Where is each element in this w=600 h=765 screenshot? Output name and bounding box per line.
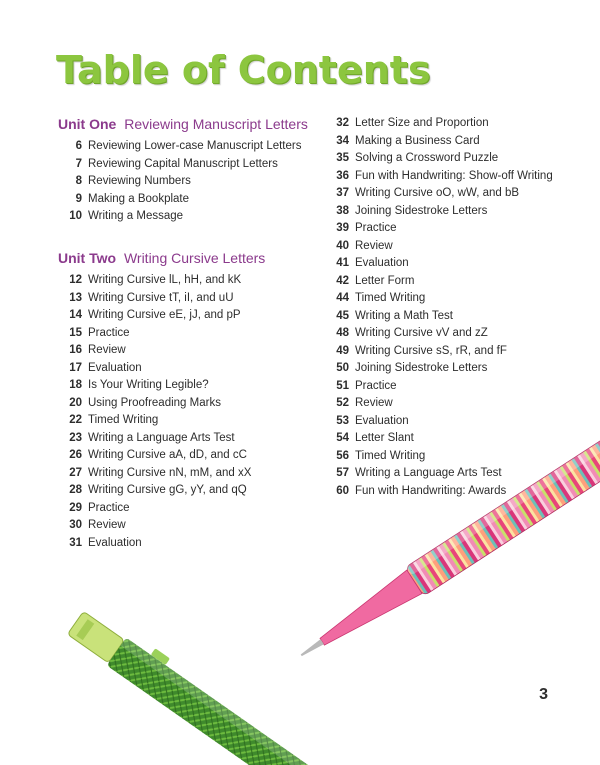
toc-entry xyxy=(58,466,313,480)
toc-entry xyxy=(325,151,585,165)
toc-entry xyxy=(58,174,313,188)
toc-entry-title: Making a Bookplate xyxy=(88,192,190,205)
toc-entry xyxy=(58,291,313,305)
toc-entry xyxy=(58,431,313,445)
toc-entry-title: Writing a Language Arts Test xyxy=(88,431,235,444)
page-title: Table of Contents xyxy=(56,48,431,92)
toc-entry xyxy=(58,209,313,223)
toc-page-number: 26 xyxy=(69,449,82,461)
toc-page-number: 60 xyxy=(336,484,349,497)
toc-page-number: 54 xyxy=(336,432,349,444)
toc-entry-title: Writing Cursive aA, dD, and cC xyxy=(88,449,247,461)
unit-one-heading xyxy=(58,115,313,133)
toc-page-number: 6 xyxy=(75,140,82,152)
toc-page-number: 22 xyxy=(69,414,82,426)
toc-entry-title: Practice xyxy=(88,326,130,339)
toc-page-number: 31 xyxy=(69,536,82,549)
toc-entry xyxy=(325,466,585,480)
unit-two-name: Writing Cursive Letters xyxy=(123,250,266,266)
toc-entry xyxy=(325,221,585,235)
toc-page-number: 45 xyxy=(336,309,349,322)
toc-page-number: 37 xyxy=(336,187,349,199)
unit-two-label: Unit Two xyxy=(58,250,117,266)
toc-entry xyxy=(325,116,585,130)
toc-page-number: 57 xyxy=(336,467,349,479)
toc-page-number: 50 xyxy=(336,362,349,374)
unit-two-heading xyxy=(58,249,313,267)
toc-entry xyxy=(58,139,313,153)
toc-entry xyxy=(325,204,585,218)
toc-page-number: 51 xyxy=(336,379,349,392)
toc-page-number: 29 xyxy=(69,501,82,514)
toc-entry xyxy=(325,239,585,253)
toc-entry xyxy=(325,274,585,288)
toc-entry xyxy=(58,413,313,427)
toc-entry-title: Fun with Handwriting: Awards xyxy=(355,484,507,497)
toc-page-number: 42 xyxy=(336,274,349,287)
toc-entry-title: Review xyxy=(355,397,393,409)
toc-page-number: 23 xyxy=(69,431,82,444)
toc-entry-title: Timed Writing xyxy=(355,449,426,462)
toc-entry-title: Letter Size and Proportion xyxy=(355,117,489,129)
toc-entry xyxy=(58,361,313,375)
toc-page-number: 35 xyxy=(336,152,349,164)
unit-one-name: Reviewing Manuscript Letters xyxy=(124,116,308,132)
right-column-entries xyxy=(325,116,585,498)
toc-entry xyxy=(58,501,313,515)
toc-entry xyxy=(325,396,585,410)
toc-entry-title: Reviewing Capital Manuscript Letters xyxy=(88,157,278,170)
toc-entry xyxy=(58,396,313,410)
toc-page-number: 15 xyxy=(69,326,82,339)
toc-entry xyxy=(58,192,313,206)
toc-page-number: 52 xyxy=(336,397,349,409)
toc-entry-title: Timed Writing xyxy=(88,414,159,426)
toc-entry-title: Review xyxy=(88,344,126,356)
toc-entry xyxy=(325,431,585,445)
toc-entry xyxy=(58,536,313,550)
toc-entry-title: Reviewing Numbers xyxy=(88,175,191,187)
toc-entry xyxy=(325,379,585,393)
toc-page-number: 32 xyxy=(336,117,349,129)
toc-entry xyxy=(325,134,585,148)
toc-page-number: 39 xyxy=(336,222,349,234)
toc-entry-title: Letter Form xyxy=(355,274,415,287)
toc-entry xyxy=(58,308,313,322)
toc-page-number: 56 xyxy=(336,449,349,462)
toc-page-number: 49 xyxy=(336,344,349,357)
toc-entry-title: Writing a Language Arts Test xyxy=(355,467,502,479)
toc-entry-title: Writing Cursive nN, mM, and xX xyxy=(88,466,252,479)
toc-entry xyxy=(325,291,585,305)
toc-page-number: 27 xyxy=(69,466,82,479)
toc-page-number: 9 xyxy=(75,192,82,205)
toc-entry xyxy=(58,378,313,392)
toc-entry xyxy=(58,448,313,462)
toc-entry xyxy=(325,414,585,428)
toc-page-number: 17 xyxy=(69,361,82,374)
unit-two-entries xyxy=(58,273,313,550)
toc-page-number: 30 xyxy=(69,519,82,531)
toc-page-number: 44 xyxy=(336,292,349,304)
toc-page-number: 20 xyxy=(69,396,82,409)
toc-entry-title: Joining Sidestroke Letters xyxy=(355,204,488,217)
toc-entry xyxy=(325,256,585,270)
toc-entry xyxy=(325,326,585,340)
toc-page-number: 28 xyxy=(69,484,82,496)
toc-page-number: 18 xyxy=(69,379,82,391)
toc-entry-title: Review xyxy=(88,519,126,531)
toc-entry-title: Timed Writing xyxy=(355,292,426,304)
toc-page-number: 41 xyxy=(336,257,349,269)
toc-entry xyxy=(325,344,585,358)
toc-page-number: 36 xyxy=(336,169,349,182)
toc-entry-title: Solving a Crossword Puzzle xyxy=(355,152,499,164)
toc-entry-title: Is Your Writing Legible? xyxy=(88,379,209,391)
toc-page-number: 48 xyxy=(336,327,349,339)
toc-entry xyxy=(58,273,313,287)
toc-page-number: 13 xyxy=(69,291,82,304)
toc-entry xyxy=(58,326,313,340)
toc-entry-title: Writing Cursive lL, hH, and kK xyxy=(88,274,242,286)
toc-entry xyxy=(58,157,313,171)
unit-one-entries xyxy=(58,139,313,223)
toc-entry xyxy=(325,361,585,375)
toc-page-number: 16 xyxy=(69,344,82,356)
toc-entry-title: Writing Cursive eE, jJ, and pP xyxy=(88,309,241,321)
toc-entry-title: Evaluation xyxy=(355,414,409,427)
toc-entry-title: Evaluation xyxy=(88,536,142,549)
toc-entry xyxy=(325,186,585,200)
toc-entry-title: Review xyxy=(355,239,393,252)
toc-entry-title: Writing Cursive oO, wW, and bB xyxy=(355,187,520,199)
green-mechanical-pencil-icon xyxy=(66,602,377,765)
toc-page-number: 10 xyxy=(69,210,82,222)
toc-entry-title: Making a Business Card xyxy=(355,134,480,147)
toc-entry-title: Reviewing Lower-case Manuscript Letters xyxy=(88,140,302,152)
toc-entry-title: Practice xyxy=(355,222,397,234)
toc-page-number: 34 xyxy=(336,134,349,147)
toc-page-number: 7 xyxy=(75,157,82,170)
toc-page-number: 38 xyxy=(336,204,349,217)
right-column xyxy=(325,116,585,501)
toc-page-number: 8 xyxy=(75,175,82,187)
toc-entry-title: Fun with Handwriting: Show-off Writing xyxy=(355,169,553,182)
toc-entry-title: Using Proofreading Marks xyxy=(88,396,221,409)
toc-entry-title: Writing Cursive sS, rR, and fF xyxy=(355,344,507,357)
toc-entry-title: Practice xyxy=(355,379,397,392)
toc-entry xyxy=(58,343,313,357)
toc-page-number: 53 xyxy=(336,414,349,427)
toc-entry xyxy=(58,483,313,497)
page-number: 3 xyxy=(539,686,548,703)
toc-entry-title: Joining Sidestroke Letters xyxy=(355,362,488,374)
toc-entry-title: Writing a Math Test xyxy=(355,309,454,322)
toc-page-number: 12 xyxy=(69,274,82,286)
toc-entry-title: Writing Cursive vV and zZ xyxy=(355,327,488,339)
left-column xyxy=(58,115,313,553)
toc-entry xyxy=(325,309,585,323)
unit-one-label: Unit One xyxy=(58,116,117,132)
toc-entry-title: Writing Cursive tT, iI, and uU xyxy=(88,291,234,304)
toc-entry-title: Letter Slant xyxy=(355,432,414,444)
toc-entry-title: Evaluation xyxy=(355,257,409,269)
toc-entry xyxy=(58,518,313,532)
toc-entry-title: Evaluation xyxy=(88,361,142,374)
toc-page-number: 14 xyxy=(69,309,82,321)
toc-entry-title: Practice xyxy=(88,501,130,514)
toc-page-number: 40 xyxy=(336,239,349,252)
toc-entry-title: Writing a Message xyxy=(88,210,184,222)
toc-entry-title: Writing Cursive gG, yY, and qQ xyxy=(88,484,247,496)
toc-entry xyxy=(325,449,585,463)
toc-entry xyxy=(325,484,585,498)
toc-entry xyxy=(325,169,585,183)
